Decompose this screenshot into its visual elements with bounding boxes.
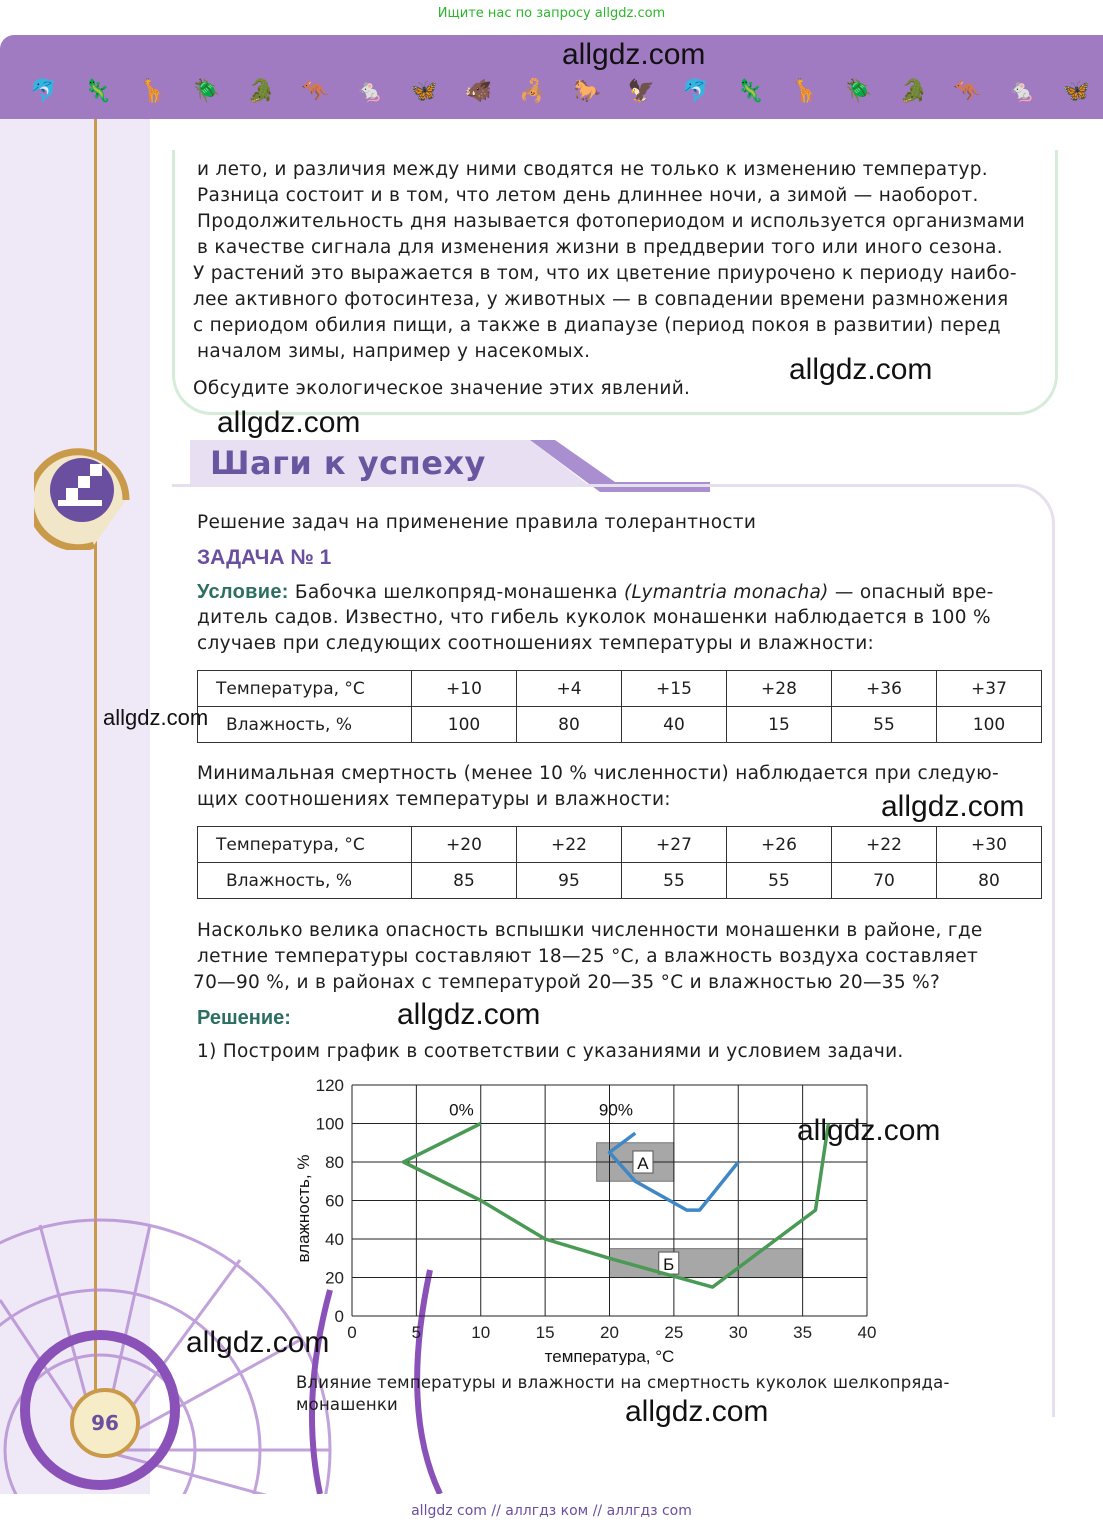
- intro-line: и лето, и различия между ними сводятся не только к изменению температур.: [197, 159, 988, 180]
- table-row: [198, 671, 1042, 707]
- steps-icon: [34, 440, 130, 550]
- chart-caption: [296, 1372, 950, 1416]
- question-line: Насколько велика опасность вспышки численности монашенки в районе, где: [197, 920, 983, 941]
- y-tick-label: 80: [325, 1153, 344, 1172]
- watermark: allgdz.com: [881, 790, 1025, 823]
- animal-silhouette-icon: 🦎: [736, 79, 764, 104]
- table-cell: 80: [517, 707, 622, 743]
- animal-silhouette-icon: 🐊: [247, 79, 275, 104]
- y-tick-label: 100: [315, 1114, 344, 1134]
- intro-line: Продолжительность дня называется фотопериодом и используется организмами: [197, 211, 1026, 232]
- animal-silhouette-icon: 🐊: [899, 79, 927, 104]
- solution-label: Решение:: [197, 1007, 291, 1029]
- table-cell: 40: [622, 707, 727, 743]
- watermark: allgdz.com: [789, 353, 933, 386]
- question-line: 70—90 %, и в районах с температурой 20—35 °С и влажностью 20—35 %?: [193, 972, 941, 993]
- table-cell: +30: [937, 827, 1042, 863]
- watermark: allgdz.com: [625, 1395, 769, 1428]
- watermark: allgdz.com: [397, 998, 541, 1031]
- y-tick-label: 120: [315, 1076, 344, 1095]
- table-cell: +28: [727, 671, 832, 707]
- x-tick-label: 40: [857, 1323, 877, 1342]
- condition-line: дитель садов. Известно, что гибель куколок монашенки наблюдается в 100 %: [197, 607, 991, 628]
- intro-line: Разница состоит и в том, что летом день длиннее ночи, а зимой — наоборот.: [197, 185, 979, 206]
- condition-text: — опасный вре-: [828, 582, 994, 603]
- y-tick-label: 60: [325, 1191, 344, 1211]
- animal-silhouette-icon: 🦋: [1062, 79, 1090, 104]
- table-cell: 80: [937, 863, 1042, 899]
- x-tick-label: 20: [600, 1323, 619, 1342]
- animal-silhouette-icon: 🪲: [845, 79, 873, 104]
- y-tick-label: 40: [325, 1230, 344, 1249]
- animal-silhouette-icon: 🦒: [138, 79, 167, 104]
- condition-text: Бабочка шелкопряд-монашенка: [288, 582, 624, 603]
- intro-line: с периодом обилия пищи, а также в диапаузе (период покоя в развитии) перед: [193, 315, 1001, 336]
- table-cell: +22: [832, 827, 937, 863]
- intro-line: в качестве сигнала для изменения жизни в преддверии того или иного сезона.: [197, 237, 1003, 258]
- watermark: allgdz.com: [103, 705, 209, 730]
- table-row: [198, 863, 1042, 899]
- x-tick-label: 5: [411, 1323, 422, 1342]
- table-cell: 100: [412, 707, 517, 743]
- table-cell: +27: [622, 827, 727, 863]
- x-axis-label: температура, °С: [544, 1347, 675, 1365]
- animal-silhouette-icon: 🦘: [301, 79, 330, 104]
- animal-silhouette-icon: 🦒: [790, 79, 819, 104]
- table-row-label: Температура, °С: [198, 827, 412, 863]
- top-note: Ищите нас по запросу allgdz.com: [437, 6, 666, 21]
- animal-silhouette-icon: 🦅: [627, 79, 656, 104]
- table-cell: 95: [517, 863, 622, 899]
- table-row-label: Влажность, %: [198, 707, 412, 743]
- table-cell: +15: [622, 671, 727, 707]
- mortality-table-min: [197, 826, 1042, 899]
- animal-silhouette-icon: 🐬: [30, 79, 58, 104]
- x-tick-label: 15: [535, 1323, 555, 1342]
- animal-silhouette-icon: 🦎: [84, 79, 112, 104]
- animal-silhouette-icon: 🐁: [1008, 79, 1036, 104]
- page-number: 96: [70, 1388, 140, 1458]
- footer: allgdz com // аллгдз ком // аллгдз com: [411, 1503, 692, 1519]
- region-label: Б: [663, 1255, 675, 1275]
- solution-step: 1) Построим график в соответствии с указаниями и условием задачи.: [197, 1041, 904, 1062]
- region-label: А: [637, 1154, 649, 1173]
- animal-icons-row: [30, 72, 1090, 112]
- watermark: allgdz.com: [217, 406, 361, 439]
- y-tick-label: 0: [334, 1307, 344, 1326]
- x-tick-label: 0: [347, 1323, 357, 1342]
- condition-label: Условие:: [197, 581, 289, 603]
- condition-line: [197, 579, 994, 606]
- animal-silhouette-icon: 🐎: [573, 79, 601, 104]
- watermark: allgdz.com: [562, 38, 706, 71]
- section-title: Шаги к успеху: [210, 444, 486, 482]
- table-cell: 55: [832, 707, 937, 743]
- animal-silhouette-icon: 🐬: [682, 79, 710, 104]
- series-label: 0%: [449, 1100, 474, 1120]
- animal-silhouette-icon: 🐗: [464, 79, 493, 104]
- intro-line: лее активного фотосинтеза, у животных — в совпадении времени размножения: [193, 289, 1009, 310]
- latin-name: (Lymantria monacha): [623, 582, 829, 603]
- animal-silhouette-icon: 🦂: [519, 79, 547, 104]
- table-row: [198, 827, 1042, 863]
- mortality-table-100: [197, 670, 1042, 743]
- caption-line: монашенки: [296, 1395, 398, 1414]
- table-row-label: Температура, °С: [198, 671, 412, 707]
- table-cell: 100: [937, 707, 1042, 743]
- table-row-label: Влажность, %: [198, 863, 412, 899]
- task-label: ЗАДАЧА № 1: [197, 546, 332, 569]
- caption-line: Влияние температуры и влажности на смертность куколок шелкопряда-: [296, 1373, 950, 1392]
- series-label: 90%: [598, 1100, 633, 1120]
- table-cell: 55: [622, 863, 727, 899]
- x-tick-label: 35: [793, 1323, 813, 1342]
- table-cell: +20: [412, 827, 517, 863]
- intro-line: началом зимы, например у насекомых.: [197, 341, 591, 362]
- table-cell: +10: [412, 671, 517, 707]
- mid-text-line: Минимальная смертность (менее 10 % численности) наблюдается при следую-: [197, 763, 999, 784]
- question-line: летние температуры составляют 18—25 °С, а влажность воздуха составляет: [197, 946, 979, 967]
- watermark: allgdz.com: [186, 1326, 330, 1359]
- table-cell: +22: [517, 827, 622, 863]
- discuss-prompt: Обсудите экологическое значение этих явлений.: [193, 378, 691, 399]
- y-tick-label: 20: [325, 1268, 344, 1288]
- table-cell: +37: [937, 671, 1042, 707]
- table-cell: +36: [832, 671, 937, 707]
- table-cell: 15: [727, 707, 832, 743]
- animal-silhouette-icon: 🦘: [953, 79, 982, 104]
- animal-silhouette-icon: 🪲: [193, 79, 221, 104]
- section-subtitle: Решение задач на применение правила толерантности: [197, 512, 757, 533]
- chart-region: [610, 1249, 803, 1278]
- intro-line: У растений это выражается в том, что их цветение приурочено к периоду наибо-: [193, 263, 1017, 284]
- y-axis-label: влажность, %: [294, 1154, 313, 1263]
- table-row: [198, 707, 1042, 743]
- x-tick-label: 30: [728, 1323, 748, 1342]
- x-tick-label: 10: [471, 1323, 491, 1342]
- animal-silhouette-icon: 🦋: [410, 79, 438, 104]
- table-cell: 70: [832, 863, 937, 899]
- condition-line: случаев при следующих соотношениях температуры и влажности:: [197, 633, 875, 654]
- watermark: allgdz.com: [797, 1114, 941, 1147]
- table-cell: +26: [727, 827, 832, 863]
- table-cell: 85: [412, 863, 517, 899]
- mid-text-line: щих соотношениях температуры и влажности:: [197, 789, 671, 810]
- x-tick-label: 25: [664, 1323, 684, 1342]
- table-cell: 55: [727, 863, 832, 899]
- table-cell: +4: [517, 671, 622, 707]
- animal-silhouette-icon: 🐁: [356, 79, 384, 104]
